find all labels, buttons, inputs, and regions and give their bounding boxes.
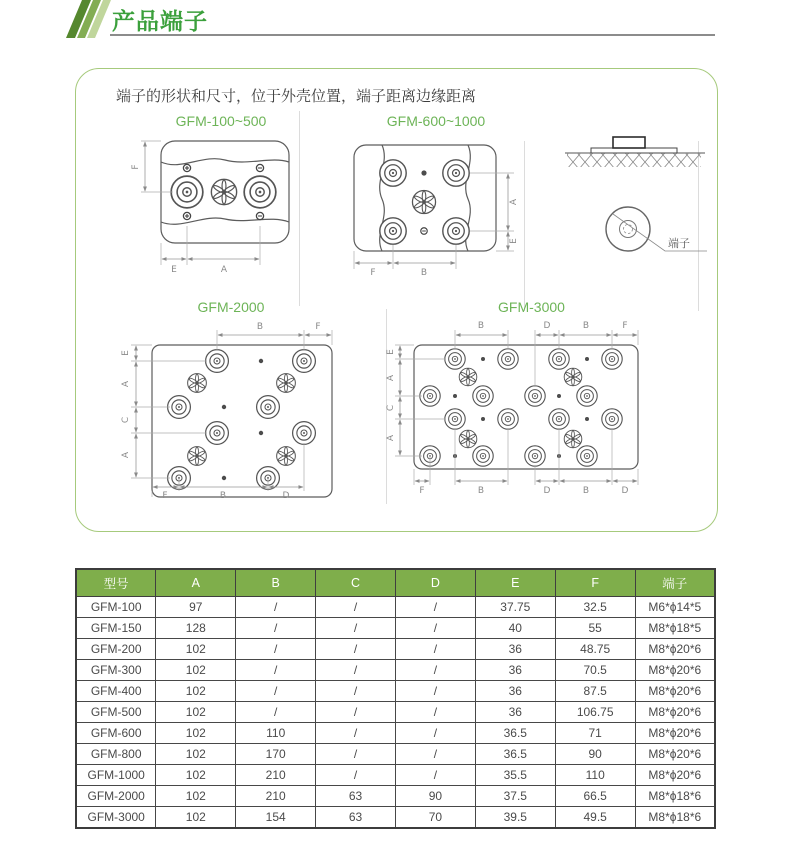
diagram-title: GFM-600~1000: [386, 113, 486, 129]
dim-label: D: [621, 486, 629, 496]
terminal-icon: [205, 350, 228, 373]
dim-label: C: [386, 404, 396, 412]
spec-table-head-row: [76, 569, 715, 597]
terminal-icon: [498, 409, 518, 429]
table-cell: 90: [555, 744, 635, 765]
table-cell: GFM-200: [76, 639, 156, 660]
column-header: 型号: [76, 569, 156, 597]
table-cell: 102: [156, 660, 236, 681]
terminal-icon: [445, 409, 465, 429]
table-cell: /: [236, 702, 316, 723]
column-header: C: [316, 569, 396, 597]
table-cell: /: [316, 702, 396, 723]
table-cell: 48.75: [555, 639, 635, 660]
terminal-icon: [473, 386, 493, 406]
table-row: [76, 807, 715, 829]
plus-mark-icon: [183, 212, 190, 219]
terminal-icon: [602, 349, 622, 369]
vent-icon: [459, 368, 477, 386]
table-cell: /: [396, 765, 476, 786]
dim-label: B: [219, 491, 226, 501]
terminal-icon: [549, 409, 569, 429]
diagram-title: GFM-100~500: [175, 113, 267, 129]
gfm-100-500-drawing: [129, 131, 314, 279]
table-cell: 110: [555, 765, 635, 786]
dim-label: D: [282, 491, 289, 501]
diagram-gfm-2000: [106, 299, 356, 522]
table-cell: 110: [236, 723, 316, 744]
table-cell: /: [396, 639, 476, 660]
vent-icon: [412, 190, 435, 213]
dim-label: D: [543, 486, 551, 496]
vent-icon: [459, 430, 477, 448]
table-cell: /: [236, 597, 316, 618]
gfm-2000-drawing: [114, 317, 349, 517]
dim-label: F: [622, 321, 628, 331]
terminal-spec-table: [75, 568, 716, 829]
dim-label: B: [420, 268, 427, 278]
vent-icon: [276, 374, 295, 393]
table-cell: GFM-500: [76, 702, 156, 723]
table-cell: /: [236, 618, 316, 639]
vent-icon: [564, 368, 582, 386]
terminal-icon: [473, 446, 493, 466]
table-cell: /: [396, 660, 476, 681]
table-cell: M8*ϕ20*6: [635, 639, 715, 660]
table-cell: 32.5: [555, 597, 635, 618]
terminal-icon: [445, 349, 465, 369]
terminal-icon: [292, 422, 315, 445]
table-cell: 102: [156, 744, 236, 765]
table-cell: 36: [475, 639, 555, 660]
dim-label: F: [314, 322, 321, 332]
page-title: 产品端子: [112, 8, 208, 34]
dim-label: B: [477, 486, 485, 496]
table-row: [76, 786, 715, 807]
terminal-diagram-panel: [75, 68, 718, 532]
table-cell: /: [316, 723, 396, 744]
callout-leader-line: [613, 214, 707, 251]
diagram-title: GFM-2000: [197, 299, 265, 315]
dim-label: A: [120, 380, 131, 388]
table-cell: GFM-3000: [76, 807, 156, 829]
gfm-600-1000-drawing: [344, 131, 529, 279]
column-header: E: [475, 569, 555, 597]
table-cell: 170: [236, 744, 316, 765]
terminal-icon: [171, 176, 203, 208]
terminal-icon: [420, 386, 440, 406]
dim-label: A: [120, 451, 131, 459]
terminal-icon: [442, 218, 468, 244]
table-cell: M8*ϕ20*6: [635, 744, 715, 765]
table-cell: M8*ϕ20*6: [635, 765, 715, 786]
table-cell: 90: [396, 786, 476, 807]
terminal-icon: [525, 446, 545, 466]
table-cell: /: [396, 681, 476, 702]
table-cell: 55: [555, 618, 635, 639]
column-header: A: [156, 569, 236, 597]
terminal-raised-block: [613, 137, 645, 148]
table-row: [76, 618, 715, 639]
terminal-side-view-drawing: [561, 134, 711, 274]
dim-label: A: [220, 265, 227, 275]
table-cell: GFM-150: [76, 618, 156, 639]
table-row: [76, 681, 715, 702]
table-cell: /: [236, 681, 316, 702]
hatched-ground: [567, 153, 701, 167]
diagram-title: GFM-3000: [498, 299, 565, 315]
panel-intro-text: 端子的形状和尺寸，位于外壳位置，端子距离边缘距离: [116, 88, 477, 105]
table-cell: M6*ϕ14*5: [635, 597, 715, 618]
vent-hole-dot: [421, 170, 426, 175]
table-cell: GFM-600: [76, 723, 156, 744]
vent-icon: [564, 430, 582, 448]
table-cell: /: [236, 639, 316, 660]
table-cell: 37.75: [475, 597, 555, 618]
table-cell: GFM-100: [76, 597, 156, 618]
spec-table-head: [76, 569, 715, 597]
column-header: 端子: [635, 569, 715, 597]
table-cell: 40: [475, 618, 555, 639]
table-cell: 36.5: [475, 723, 555, 744]
table-row: [76, 639, 715, 660]
table-row: [76, 702, 715, 723]
dim-label: F: [369, 268, 376, 278]
dim-label: F: [161, 491, 168, 501]
table-cell: /: [316, 744, 396, 765]
dim-label: B: [477, 321, 485, 331]
vent-icon: [187, 374, 206, 393]
table-cell: 36.5: [475, 744, 555, 765]
terminal-icon: [577, 446, 597, 466]
table-cell: /: [236, 660, 316, 681]
table-cell: 210: [236, 765, 316, 786]
table-cell: 102: [156, 765, 236, 786]
terminal-icon: [379, 218, 405, 244]
table-cell: 63: [316, 786, 396, 807]
table-cell: 36: [475, 660, 555, 681]
table-cell: /: [316, 618, 396, 639]
dim-label: E: [120, 350, 131, 356]
table-cell: M8*ϕ20*6: [635, 681, 715, 702]
table-cell: 36: [475, 681, 555, 702]
table-cell: /: [316, 597, 396, 618]
table-cell: 35.5: [475, 765, 555, 786]
dim-label: E: [170, 265, 177, 275]
terminal-icon: [498, 349, 518, 369]
table-cell: /: [316, 639, 396, 660]
table-cell: /: [396, 723, 476, 744]
dim-label: B: [256, 322, 263, 332]
diagram-gfm-100-500: [106, 113, 336, 284]
table-cell: 102: [156, 702, 236, 723]
table-cell: GFM-1000: [76, 765, 156, 786]
brand-stripes-icon: [60, 0, 114, 38]
terminal-icon: [292, 350, 315, 373]
diagram-gfm-600-1000: [321, 113, 551, 284]
column-header: B: [236, 569, 316, 597]
terminal-icon: [167, 396, 190, 419]
terminal-icon: [577, 386, 597, 406]
table-cell: 102: [156, 807, 236, 829]
minus-mark-icon: [420, 228, 426, 234]
terminal-icon: [525, 386, 545, 406]
vent-icon: [211, 179, 236, 204]
table-cell: GFM-400: [76, 681, 156, 702]
table-row: [76, 660, 715, 681]
terminal-side-view: [561, 134, 711, 279]
table-cell: 70: [396, 807, 476, 829]
terminal-icon: [442, 160, 468, 186]
table-cell: 36: [475, 702, 555, 723]
table-cell: 102: [156, 681, 236, 702]
terminal-icon: [602, 409, 622, 429]
table-cell: M8*ϕ20*6: [635, 660, 715, 681]
table-cell: 154: [236, 807, 316, 829]
table-cell: 70.5: [555, 660, 635, 681]
table-cell: 102: [156, 723, 236, 744]
terminal-icon: [256, 396, 279, 419]
terminal-callout-label: 端子: [668, 237, 690, 250]
table-cell: 97: [156, 597, 236, 618]
table-cell: 128: [156, 618, 236, 639]
dim-label: E: [386, 349, 396, 355]
minus-mark-icon: [256, 212, 263, 219]
table-cell: 66.5: [555, 786, 635, 807]
table-cell: GFM-800: [76, 744, 156, 765]
terminal-icon: [244, 176, 276, 208]
table-cell: M8*ϕ18*5: [635, 618, 715, 639]
table-cell: M8*ϕ18*6: [635, 807, 715, 829]
dim-label: C: [120, 416, 131, 424]
dim-label: A: [386, 434, 396, 442]
table-cell: /: [316, 660, 396, 681]
vent-icon: [276, 447, 295, 466]
dim-label: A: [508, 198, 519, 206]
terminal-icon: [379, 160, 405, 186]
dim-label: B: [582, 486, 590, 496]
table-cell: 49.5: [555, 807, 635, 829]
dim-label: D: [543, 321, 551, 331]
dim-label: B: [582, 321, 590, 331]
terminal-icon: [205, 422, 228, 445]
table-cell: 106.75: [555, 702, 635, 723]
dim-label: A: [386, 374, 396, 382]
table-cell: /: [316, 681, 396, 702]
diagram-gfm-3000: [384, 299, 679, 522]
table-row: [76, 744, 715, 765]
column-header: F: [555, 569, 635, 597]
table-cell: M8*ϕ20*6: [635, 702, 715, 723]
terminal-detail-circle: [606, 207, 650, 251]
table-cell: GFM-300: [76, 660, 156, 681]
spec-table-body: [76, 597, 715, 829]
table-cell: GFM-2000: [76, 786, 156, 807]
column-header: D: [396, 569, 476, 597]
title-underline: [110, 34, 715, 36]
table-cell: /: [396, 702, 476, 723]
table-cell: M8*ϕ18*6: [635, 786, 715, 807]
dim-label: F: [130, 164, 141, 170]
table-cell: 102: [156, 639, 236, 660]
table-cell: /: [316, 765, 396, 786]
dim-label: E: [508, 238, 519, 244]
gfm-3000-drawing: [384, 317, 679, 517]
table-cell: 210: [236, 786, 316, 807]
plus-mark-icon: [183, 164, 190, 171]
terminal-icon: [549, 349, 569, 369]
table-cell: 39.5: [475, 807, 555, 829]
table-cell: 37.5: [475, 786, 555, 807]
table-cell: 102: [156, 786, 236, 807]
minus-mark-icon: [256, 164, 263, 171]
table-cell: /: [396, 597, 476, 618]
table-cell: /: [396, 618, 476, 639]
dim-label: F: [419, 486, 425, 496]
table-row: [76, 765, 715, 786]
table-row: [76, 723, 715, 744]
table-row: [76, 597, 715, 618]
vent-icon: [187, 447, 206, 466]
table-cell: /: [396, 744, 476, 765]
table-cell: 87.5: [555, 681, 635, 702]
table-cell: 71: [555, 723, 635, 744]
table-cell: M8*ϕ20*6: [635, 723, 715, 744]
table-cell: 63: [316, 807, 396, 829]
